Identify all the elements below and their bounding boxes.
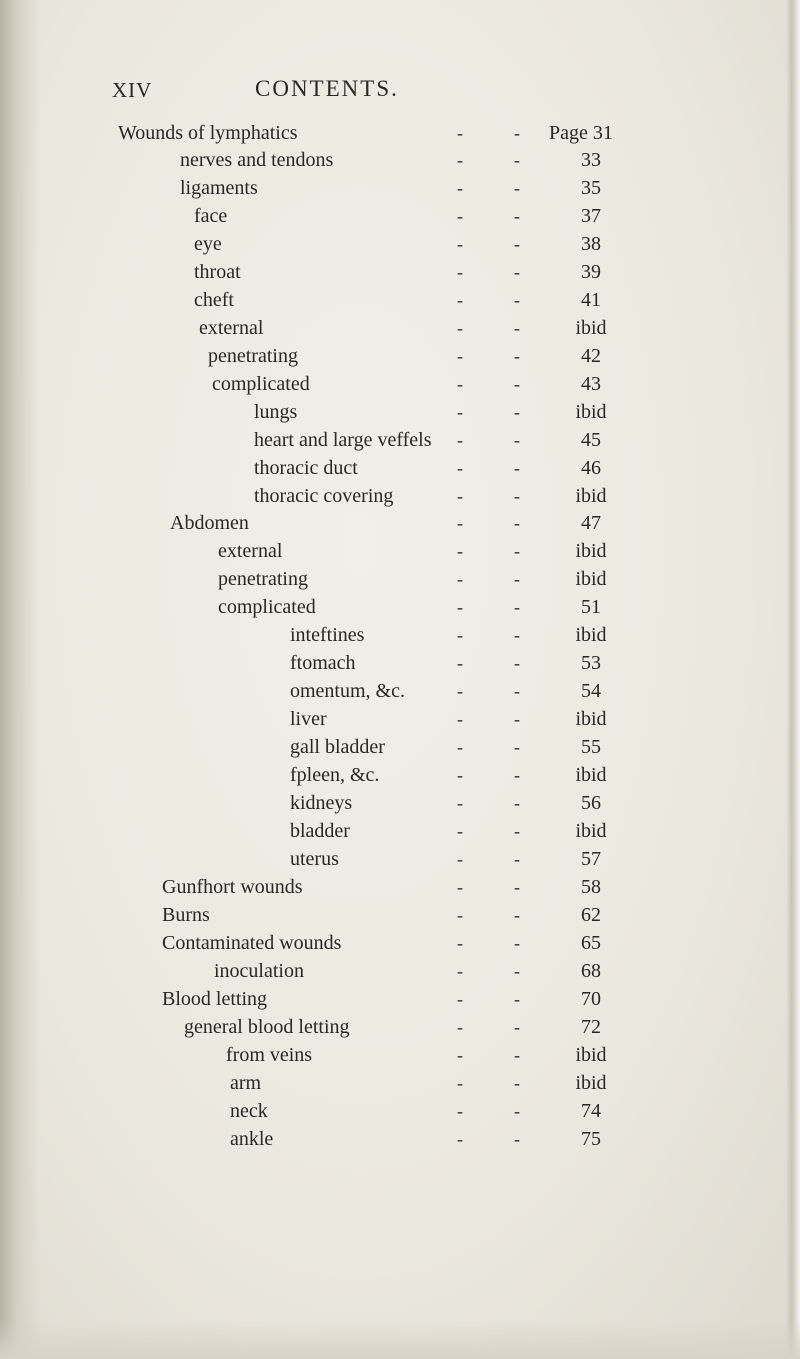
page-reference: 51 — [581, 596, 601, 618]
leader-dash: - — [514, 374, 520, 394]
leader-dash: - — [514, 625, 520, 645]
leader-dash: - — [457, 430, 463, 450]
leader-dash: - — [457, 625, 463, 645]
entry-title: inoculation — [214, 960, 304, 982]
entry-title: omentum, &c. — [290, 680, 405, 702]
leader-dash: - — [514, 123, 520, 143]
entry-title: bladder — [290, 820, 350, 842]
toc-entry — [0, 928, 800, 958]
entry-title: complicated — [212, 373, 310, 395]
leader-dash: - — [457, 513, 463, 533]
leader-dash: - — [514, 1045, 520, 1065]
toc-entry — [0, 118, 800, 148]
leader-dash: - — [514, 877, 520, 897]
entry-title: penetrating — [208, 345, 298, 367]
entry-title: ligaments — [180, 177, 258, 199]
entry-title: arm — [230, 1072, 262, 1094]
entry-title: face — [194, 205, 228, 227]
page-reference: Page 31 — [549, 122, 613, 144]
leader-dash: - — [514, 486, 520, 506]
page-reference: ibid — [575, 624, 607, 646]
page-reference: 70 — [581, 988, 601, 1010]
leader-dash: - — [457, 206, 463, 226]
leader-dash: - — [514, 346, 520, 366]
leader-dash: - — [514, 933, 520, 953]
page-reference: 65 — [581, 932, 601, 954]
leader-dash: - — [514, 961, 520, 981]
page-reference: 42 — [581, 345, 601, 367]
toc-entry — [0, 648, 800, 678]
leader-dash: - — [457, 290, 463, 310]
entry-title: from veins — [226, 1044, 313, 1066]
leader-dash: - — [514, 150, 520, 170]
page-reference: 45 — [581, 429, 601, 451]
leader-dash: - — [514, 597, 520, 617]
toc-entry — [0, 341, 800, 371]
leader-dash: - — [514, 513, 520, 533]
leader-dash: - — [514, 989, 520, 1009]
page-reference: ibid — [575, 485, 607, 507]
leader-dash: - — [457, 486, 463, 506]
entry-title: uterus — [290, 848, 339, 870]
leader-dash: - — [457, 737, 463, 757]
toc-entry — [0, 1124, 800, 1154]
leader-dash: - — [457, 150, 463, 170]
page-reference: 55 — [581, 736, 601, 758]
toc-entry — [0, 732, 800, 762]
leader-dash: - — [514, 793, 520, 813]
entry-title: neck — [230, 1100, 268, 1122]
entry-title: ankle — [230, 1128, 274, 1150]
page-bottom-edge — [0, 1319, 800, 1359]
leader-dash: - — [514, 234, 520, 254]
toc-entry — [0, 564, 800, 594]
toc-entry — [0, 313, 800, 343]
page-reference: 74 — [581, 1100, 601, 1122]
leader-dash: - — [514, 290, 520, 310]
leader-dash: - — [457, 961, 463, 981]
leader-dash: - — [457, 1045, 463, 1065]
entry-title: kidneys — [290, 792, 353, 814]
page-reference: 47 — [581, 512, 601, 534]
page-reference: 46 — [581, 457, 601, 479]
entry-title: eye — [194, 233, 222, 255]
leader-dash: - — [457, 262, 463, 282]
toc-entry — [0, 285, 800, 315]
page-reference: ibid — [575, 1044, 607, 1066]
entry-title: heart and large veffels — [254, 429, 432, 451]
leader-dash: - — [457, 905, 463, 925]
entry-title: general blood letting — [184, 1016, 350, 1038]
entry-title: complicated — [218, 596, 316, 618]
page-reference: 75 — [581, 1128, 601, 1150]
toc-entry — [0, 229, 800, 259]
leader-dash: - — [457, 346, 463, 366]
toc-entry — [0, 676, 800, 706]
entry-title: Blood letting — [162, 988, 267, 1010]
leader-dash: - — [457, 1073, 463, 1093]
page-reference: 56 — [581, 792, 601, 814]
toc-entry — [0, 592, 800, 622]
leader-dash: - — [457, 569, 463, 589]
leader-dash: - — [514, 653, 520, 673]
entry-title: thoracic covering — [254, 485, 394, 507]
page-reference: 43 — [581, 373, 601, 395]
entry-title: fpleen, &c. — [290, 764, 380, 786]
entry-title: Burns — [162, 904, 210, 926]
entry-title: throat — [194, 261, 241, 283]
leader-dash: - — [457, 234, 463, 254]
page-number-roman: XIV — [112, 78, 153, 102]
leader-dash: - — [514, 1101, 520, 1121]
toc-entry — [0, 201, 800, 231]
toc-entry — [0, 257, 800, 287]
leader-dash: - — [457, 989, 463, 1009]
leader-dash: - — [514, 206, 520, 226]
leader-dash: - — [457, 402, 463, 422]
toc-entry — [0, 1068, 800, 1098]
page-reference: 53 — [581, 652, 601, 674]
page-reference: 38 — [581, 233, 601, 255]
toc-entry — [0, 1040, 800, 1070]
leader-dash: - — [514, 458, 520, 478]
page-reference: ibid — [575, 540, 607, 562]
toc-entry — [0, 397, 800, 427]
page-reference: 68 — [581, 960, 601, 982]
entry-title: gall bladder — [290, 736, 385, 758]
entry-title: external — [218, 540, 283, 562]
entry-title: external — [199, 317, 264, 339]
page-reference: 33 — [581, 149, 601, 171]
leader-dash: - — [514, 318, 520, 338]
entry-title: thoracic duct — [254, 457, 358, 479]
leader-dash: - — [514, 737, 520, 757]
page-reference: 37 — [581, 205, 601, 227]
leader-dash: - — [457, 793, 463, 813]
toc-entry — [0, 173, 800, 203]
page-reference: ibid — [575, 401, 607, 423]
entry-title: penetrating — [218, 568, 308, 590]
leader-dash: - — [514, 849, 520, 869]
toc-entry — [0, 425, 800, 455]
toc-entry — [0, 900, 800, 930]
leader-dash: - — [457, 1101, 463, 1121]
page-title: CONTENTS. — [255, 76, 399, 101]
entry-title: cheft — [194, 289, 234, 311]
page-reference: 35 — [581, 177, 601, 199]
page-reference: ibid — [575, 764, 607, 786]
leader-dash: - — [514, 541, 520, 561]
toc-entry — [0, 956, 800, 986]
leader-dash: - — [457, 709, 463, 729]
toc-entry — [0, 704, 800, 734]
entry-title: Abdomen — [170, 512, 249, 534]
page-reference: 62 — [581, 904, 601, 926]
leader-dash: - — [514, 430, 520, 450]
leader-dash: - — [457, 1129, 463, 1149]
leader-dash: - — [514, 402, 520, 422]
leader-dash: - — [514, 262, 520, 282]
toc-entry — [0, 620, 800, 650]
leader-dash: - — [514, 1017, 520, 1037]
toc-entry — [0, 844, 800, 874]
leader-dash: - — [457, 1017, 463, 1037]
toc-entry — [0, 508, 800, 538]
page-reference: 41 — [581, 289, 601, 311]
leader-dash: - — [457, 681, 463, 701]
leader-dash: - — [514, 765, 520, 785]
entry-title: ftomach — [290, 652, 356, 674]
toc-entry — [0, 369, 800, 399]
leader-dash: - — [514, 681, 520, 701]
entry-title: nerves and tendons — [180, 149, 334, 171]
leader-dash: - — [514, 1073, 520, 1093]
page-reference: ibid — [575, 1072, 607, 1094]
entry-title: Contaminated wounds — [162, 932, 342, 954]
leader-dash: - — [514, 1129, 520, 1149]
toc-entry — [0, 453, 800, 483]
page-reference: 58 — [581, 876, 601, 898]
leader-dash: - — [457, 653, 463, 673]
toc-entry — [0, 816, 800, 846]
toc-entry — [0, 760, 800, 790]
toc-entry — [0, 145, 800, 175]
entry-title: liver — [290, 708, 327, 730]
page-reference: 54 — [581, 680, 601, 702]
leader-dash: - — [457, 374, 463, 394]
leader-dash: - — [514, 821, 520, 841]
page-reference: ibid — [575, 568, 607, 590]
leader-dash: - — [457, 849, 463, 869]
leader-dash: - — [457, 877, 463, 897]
entry-title: lungs — [254, 401, 298, 423]
page-reference: ibid — [575, 317, 607, 339]
toc-entry — [0, 984, 800, 1014]
leader-dash: - — [457, 541, 463, 561]
page-reference: ibid — [575, 708, 607, 730]
toc-entry — [0, 1012, 800, 1042]
toc-entry — [0, 1096, 800, 1126]
entry-title: Wounds of lymphatics — [118, 122, 298, 144]
leader-dash: - — [514, 709, 520, 729]
entry-title: inteftines — [290, 624, 365, 646]
page-reference: 72 — [581, 1016, 601, 1038]
leader-dash: - — [457, 597, 463, 617]
leader-dash: - — [514, 569, 520, 589]
leader-dash: - — [514, 178, 520, 198]
page-reference: 57 — [581, 848, 601, 870]
toc-entry — [0, 481, 800, 511]
leader-dash: - — [457, 123, 463, 143]
toc-entry — [0, 536, 800, 566]
leader-dash: - — [457, 178, 463, 198]
leader-dash: - — [457, 933, 463, 953]
leader-dash: - — [457, 458, 463, 478]
leader-dash: - — [457, 318, 463, 338]
leader-dash: - — [514, 905, 520, 925]
leader-dash: - — [457, 765, 463, 785]
leader-dash: - — [457, 821, 463, 841]
toc-entry — [0, 872, 800, 902]
toc-entry — [0, 788, 800, 818]
entry-title: Gunfhort wounds — [162, 876, 303, 898]
page-reference: 39 — [581, 261, 601, 283]
page-reference: ibid — [575, 820, 607, 842]
